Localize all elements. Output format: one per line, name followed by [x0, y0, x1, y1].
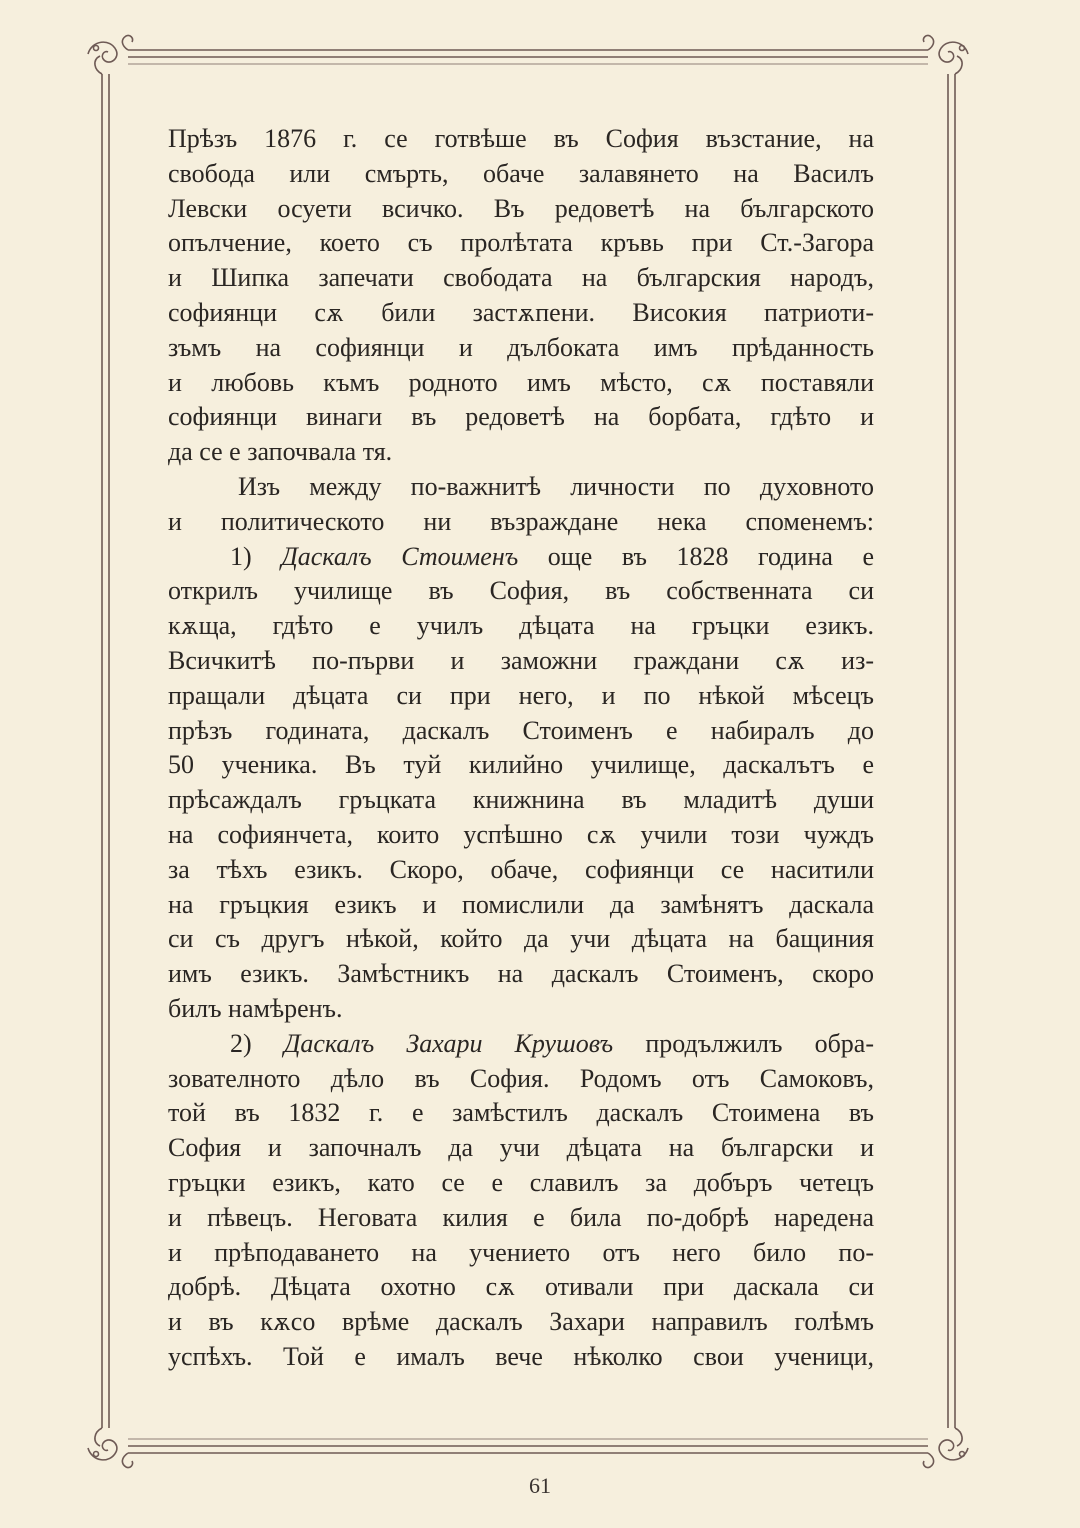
- text-line: Всичкитѣ по-първи и заможни граждани сѫ из-: [168, 645, 874, 675]
- text-line: и политическото ни възраждане нека споменемъ:: [168, 506, 874, 536]
- corner-ornament-bottom-left: [88, 1428, 133, 1468]
- text-line: пращали дѣцата си при него, и по нѣкой мѣсецъ: [168, 680, 874, 710]
- list-item-2-line: [168, 1027, 874, 1062]
- body-text: [168, 122, 874, 1375]
- text-line: добрѣ. Дѣцата охотно сѫ отивали при даскала си: [168, 1272, 874, 1302]
- text-line: опълчение, което съ пролѣтата кръвь при Ст.-Загора: [168, 228, 874, 258]
- text-line: и прѣподаването на учението отъ него било по-: [168, 1237, 874, 1267]
- text-line: имъ езикъ. Замѣстникъ на даскалъ Стоименъ, скоро: [168, 959, 874, 989]
- text-line: открилъ училище въ София, въ собственната си: [168, 576, 874, 606]
- list-item-2-number: 2): [230, 1028, 252, 1058]
- text-line: на гръцкия езикъ и помислили да замѣнятъ даскала: [168, 889, 874, 919]
- text-line: кѫща, гдѣто е училъ дѣцата на гръцки езикъ.: [168, 611, 874, 641]
- text-line: софиянци сѫ били застѫпени. Високия патриоти-: [168, 297, 874, 327]
- text-line: си съ другъ нѣкой, който да учи дѣцата на бащиния: [168, 924, 874, 954]
- text-line: Левски осуети всичко. Въ редоветѣ на българското: [168, 193, 874, 223]
- text-line: гръцки езикъ, като се е славилъ за добъръ четецъ: [168, 1167, 874, 1197]
- text-line: зователното дѣло въ София. Родомъ отъ Самоковъ,: [168, 1063, 874, 1093]
- text-line: успѣхъ. Той е ималъ вече нѣколко свои ученици,: [168, 1341, 874, 1371]
- text-line: на софиянчета, които успѣшно сѫ учили този чуждъ: [168, 819, 874, 849]
- corner-ornament-top-right: [923, 35, 968, 74]
- text-line: за тѣхъ езикъ. Скоро, обаче, софиянци се наситили: [168, 854, 874, 884]
- list-item-1-line: [168, 540, 874, 575]
- text-line: софиянци винаги въ редоветѣ на борбата, гдѣто и: [168, 402, 874, 432]
- text-line: София и започналъ да учи дѣцата на български и: [168, 1133, 874, 1163]
- text-line: Изъ между по-важнитѣ личности по духовното: [238, 471, 874, 501]
- corner-ornament-bottom-right: [923, 1428, 968, 1468]
- text-line: 50 ученика. Въ туй килийно училище, даскалътъ е: [168, 750, 874, 780]
- list-item-1-text: още въ 1828 година е: [547, 541, 874, 571]
- page-number: 61: [529, 1473, 551, 1498]
- text-line: и любовь къмъ родното имъ мѣсто, сѫ поставяли: [168, 367, 874, 397]
- text-line: той въ 1832 г. е замѣстилъ даскалъ Стоимена въ: [168, 1098, 874, 1128]
- text-line: да се е започвала тя.: [168, 437, 393, 467]
- text-line: свобода или смърть, обаче залавянето на Василъ: [168, 158, 874, 188]
- text-line: и Шипка запечати свободата на българския народъ,: [168, 263, 874, 293]
- list-item-2-name: Даскалъ Захари Крушовъ: [283, 1028, 614, 1058]
- text-line: прѣсаждалъ гръцката книжнина въ младитѣ души: [168, 785, 874, 815]
- text-line: и пѣвецъ. Неговата килия е била по-добрѣ наредена: [168, 1202, 874, 1232]
- corner-ornament-top-left: [88, 35, 133, 74]
- text-line: билъ намѣренъ.: [168, 993, 343, 1023]
- list-item-1-number: 1): [230, 541, 252, 571]
- text-line: зъмъ на софиянци и дълбоката имъ прѣданность: [168, 332, 874, 362]
- text-line: и въ кѫсо врѣме даскалъ Захари направилъ голѣмъ: [168, 1307, 874, 1337]
- list-item-1-name: Даскалъ Стоименъ: [281, 541, 519, 571]
- list-item-2-text: продължилъ обра-: [645, 1028, 874, 1058]
- text-line: Прѣзъ 1876 г. се готвѣше въ София възстание, на: [168, 124, 874, 153]
- text-line: прѣзъ годината, даскалъ Стоименъ е набиралъ до: [168, 715, 874, 745]
